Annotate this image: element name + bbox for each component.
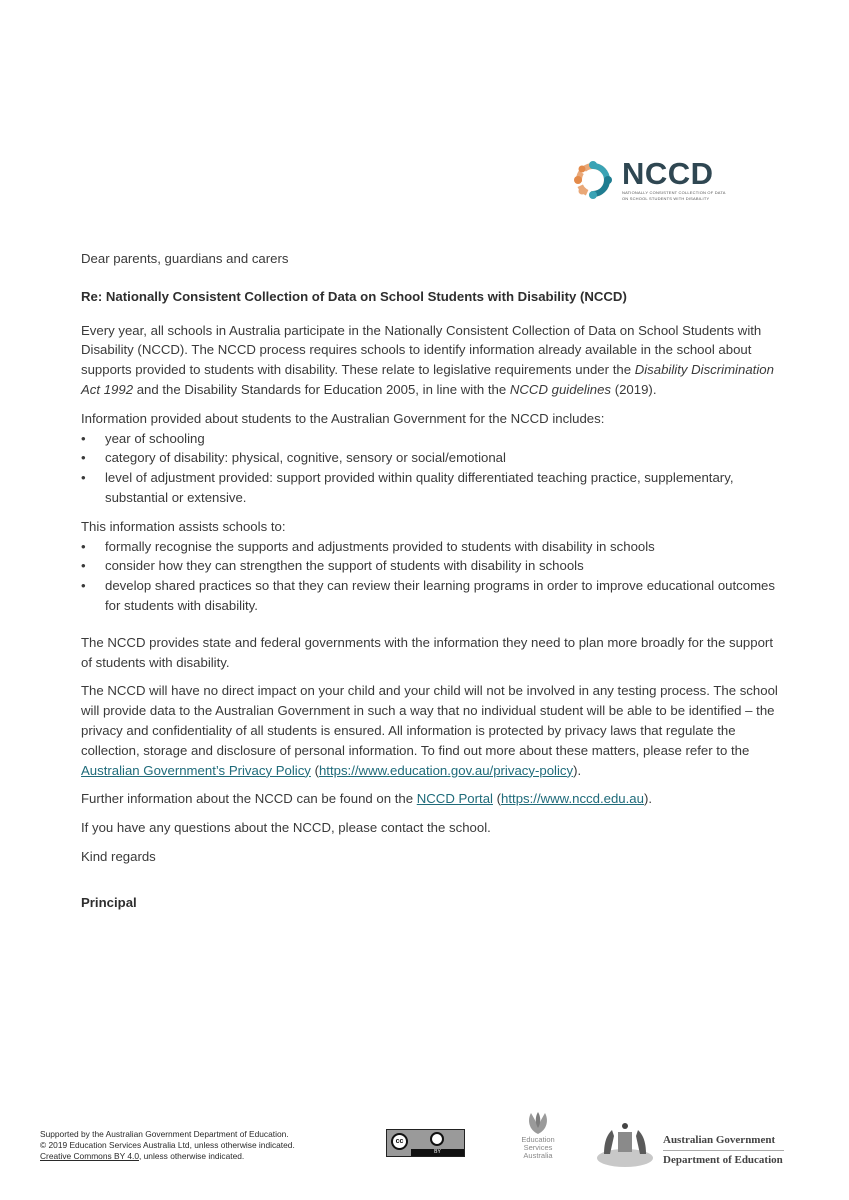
bullet-icon: • <box>81 430 86 446</box>
logo-subtitle-1: NATIONALLY CONSISTENT COLLECTION OF DATA <box>622 190 726 195</box>
list-item <box>81 448 781 468</box>
intro-text-3: (2019). <box>611 381 657 397</box>
creative-commons-link[interactable]: Creative Commons BY 4.0 <box>40 1151 139 1161</box>
list-item-text: category of disability: physical, cognitive, sensory or social/emotional <box>105 450 506 466</box>
info-list <box>81 429 781 508</box>
list-item <box>81 468 781 508</box>
by-label: BY <box>411 1149 464 1156</box>
australian-government-logo <box>594 1120 794 1172</box>
list-item-text: level of adjustment provided: support provided within quality differentiated teaching practice, supplementary, substantial or extensive. <box>105 470 734 505</box>
nccd-portal-url-link[interactable]: https://www.nccd.edu.au <box>501 791 644 807</box>
coat-of-arms-icon <box>594 1120 656 1170</box>
footer-credits <box>40 1129 295 1162</box>
paren-close: ). <box>643 791 653 807</box>
letter-body <box>81 249 781 913</box>
attribution-person-icon <box>430 1132 444 1146</box>
intro-text-2: and the Disability Standards for Education 2005, in line with the <box>133 381 510 397</box>
list-item <box>81 576 781 616</box>
act-title: Disability Discrimination Act 1992 <box>81 362 774 397</box>
ausgov-line-2: Department of Education <box>663 1154 783 1166</box>
privacy-policy-url-link[interactable]: https://www.education.gov.au/privacy-policy <box>318 762 574 778</box>
privacy-paragraph <box>81 681 781 780</box>
ausgov-line-1: Australian Government <box>663 1134 776 1146</box>
esa-line-2: Services <box>523 1143 553 1152</box>
nccd-logo <box>572 152 732 208</box>
signoff: Kind regards <box>81 848 156 864</box>
esa-line-3: Australia <box>523 1151 553 1160</box>
list-item-text: consider how they can strengthen the support of students with disability in schools <box>105 558 584 574</box>
list-item <box>81 556 781 576</box>
bullet-icon: • <box>81 470 86 486</box>
list-item <box>81 429 781 449</box>
bullet-icon: • <box>81 558 86 574</box>
cc-by-license-badge <box>386 1129 465 1157</box>
ausgov-divider <box>663 1150 784 1151</box>
bullet-icon: • <box>81 578 86 594</box>
further-text: Further information about the NCCD can be found on the <box>81 791 417 807</box>
cc-icon: cc <box>391 1133 408 1150</box>
assist-intro: This information assists schools to: <box>81 518 286 534</box>
intro-text-1: Every year, all schools in Australia participate in the Nationally Consistent Collection of Data on School Students with Disability (NCCD). The NCCD process requires schools to identify information already available in the school about supports provided to students with disability. These relate to legislative requirements under the <box>81 322 762 378</box>
nccd-people-ring-icon <box>572 159 614 201</box>
list-item <box>81 537 781 557</box>
paren-open: ( <box>310 762 319 778</box>
list-item-text: formally recognise the supports and adjustments provided to students with disability in schools <box>105 538 655 554</box>
list-item-text: develop shared practices so that they can review their learning programs in order to improve educational outcomes for students with disability. <box>105 578 775 613</box>
assist-list <box>81 537 781 616</box>
salutation: Dear parents, guardians and carers <box>81 251 289 266</box>
governments-paragraph: The NCCD provides state and federal governments with the information they need to plan more broadly for the support of students with disability. <box>81 634 773 670</box>
intro-paragraph <box>81 321 781 400</box>
nccd-portal-link[interactable]: NCCD Portal <box>416 791 493 807</box>
paren-open: ( <box>492 791 502 807</box>
footer-line-3-rest: , unless otherwise indicated. <box>139 1151 245 1161</box>
footer-line-3 <box>40 1151 295 1162</box>
footer-line-1: Supported by the Australian Government Department of Education. <box>40 1129 289 1139</box>
logo-wordmark: NCCD <box>622 156 714 191</box>
signature: Principal <box>81 894 137 910</box>
logo-subtitle-2: ON SCHOOL STUDENTS WITH DISABILITY <box>622 196 710 201</box>
bullet-icon: • <box>81 450 86 466</box>
privacy-text: The NCCD will have no direct impact on your child and your child will not be involved in any testing process. The school will provide data to the Australian Government in such a way that no individual student will be able to be identified – the privacy and confidentiality of all students is ensured. All information is protected by privacy laws that regulate the collection, storage and disclosure of personal information. To find out more about these matters, please refer to the <box>81 683 778 758</box>
questions-paragraph: If you have any questions about the NCCD, please contact the school. <box>81 820 491 836</box>
esa-flower-icon <box>525 1110 551 1136</box>
education-services-australia-logo <box>516 1110 560 1174</box>
subject-line: Re: Nationally Consistent Collection of Data on School Students with Disability (NCCD) <box>81 288 627 304</box>
bullet-icon: • <box>81 538 86 554</box>
footer-line-2: © 2019 Education Services Australia Ltd, unless otherwise indicated. <box>40 1140 295 1150</box>
paren-close: ). <box>573 762 582 778</box>
info-intro: Information provided about students to the Australian Government for the NCCD includes: <box>81 410 605 426</box>
list-item-text: year of schooling <box>105 430 205 446</box>
privacy-policy-link[interactable]: Australian Government’s Privacy Policy <box>81 762 311 778</box>
guidelines-title: NCCD guidelines <box>509 381 612 397</box>
further-info-paragraph <box>81 789 781 809</box>
esa-line-1: Education <box>521 1135 555 1144</box>
